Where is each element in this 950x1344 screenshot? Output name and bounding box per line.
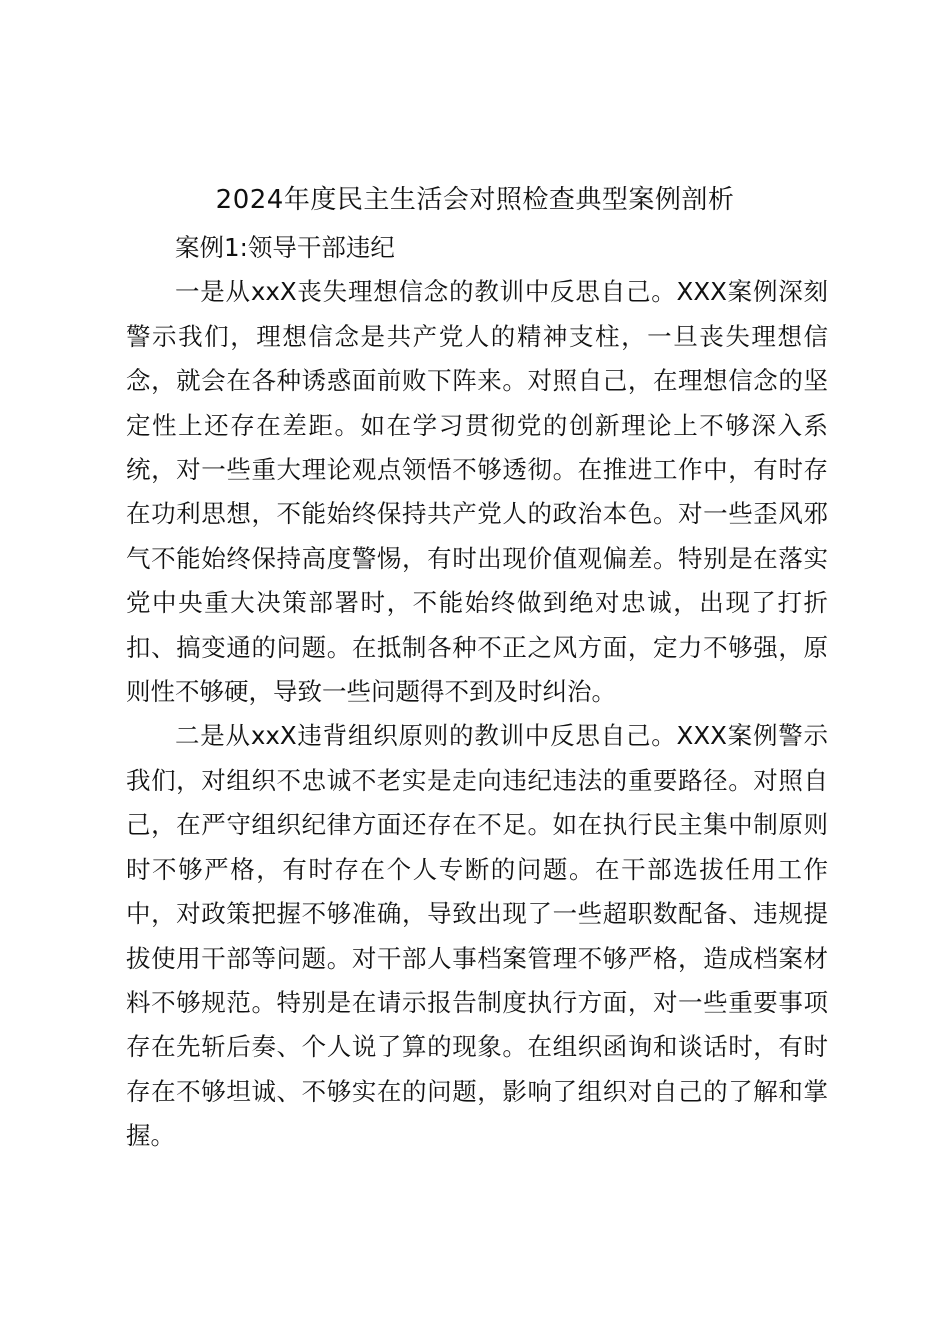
document-title: 2024年度民主生活会对照检查典型案例剖析 [215, 185, 735, 215]
case-heading: 案例1:领导干部违纪 [175, 233, 395, 262]
document-body [126, 226, 828, 1159]
paragraph-1: 一是从xxX丧失理想信念的教训中反思自己。XXX案例深刻警示我们，理想信念是共产党人的精神支柱，一旦丧失理想信念，就会在各种诱惑面前败下阵来。对照自己，在理想信念的坚定性上还存在差距。如在学习贯彻党的创新理论上不够深入系统，对一些重大理论观点领悟不够透彻。在推进工作中，有时存在功利思想，不能始终保持共产党人的政治本色。对一些歪风邪气不能始终保持高度警惕，有时出现价值观偏差。特别是在落实党中央重大决策部署时，不能始终做到绝对忠诚，出现了打折扣、搞变通的问题。在抵制各种不正之风方面，定力不够强，原则性不够硬，导致一些问题得不到及时纠治。 [126, 277, 828, 707]
paragraph-2: 二是从xxX违背组织原则的教训中反思自己。XXX案例警示我们，对组织不忠诚不老实是走向违纪违法的重要路径。对照自己，在严守组织纪律方面还存在不足。如在执行民主集中制原则时不够严格，有时存在个人专断的问题。在干部选拔任用工作中，对政策把握不够准确，导致出现了一些超职数配备、违规提拔使用干部等问题。对干部人事档案管理不够严格，造成档案材料不够规范。特别是在请示报告制度执行方面，对一些重要事项存在先斩后奏、个人说了算的现象。在组织函询和谈话时，有时存在不够坦诚、不够实在的问题，影响了组织对自己的了解和掌握。 [126, 721, 828, 1151]
